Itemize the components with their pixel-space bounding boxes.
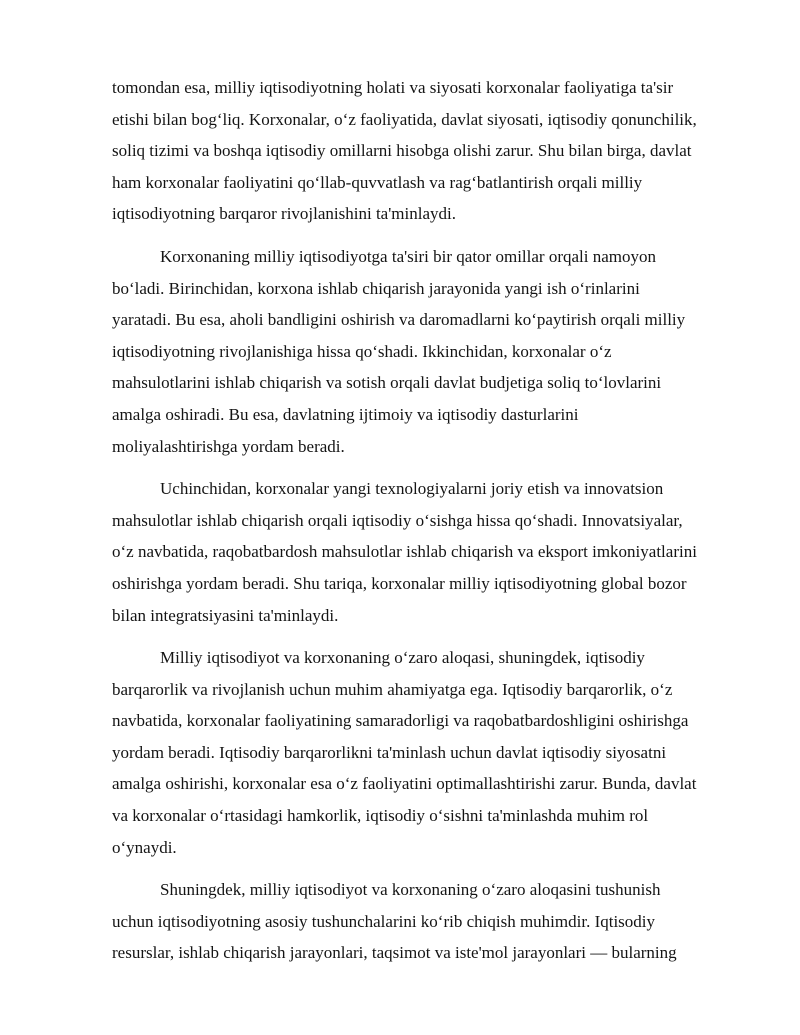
text-line: ham korxonalar faoliyatini qo‘llab-quvvatlash va rag‘batlantirish orqali milliy [112,172,643,192]
body-text [112,72,752,980]
text-line: resurslar, ishlab chiqarish jarayonlari, taqsimot va iste'mol jarayonlari — bularning [112,943,677,963]
text-line: o‘ynaydi. [112,837,177,857]
text-line: etishi bilan bog‘liq. Korxonalar, o‘z faoliyatida, davlat siyosati, iqtisodiy qonunchilik, [112,109,697,129]
paragraph-4 [112,642,752,863]
text-line: amalga oshiradi. Bu esa, davlatning ijtimoiy va iqtisodiy dasturlarini [112,404,579,424]
text-line: iqtisodiyotning rivojlanishiga hissa qo‘shadi. Ikkinchidan, korxonalar o‘z [112,341,612,361]
text-line: oshirishga yordam beradi. Shu tariqa, korxonalar milliy iqtisodiyotning global bozor [112,573,687,593]
text-line: uchun iqtisodiyotning asosiy tushunchalarini ko‘rib chiqish muhimdir. Iqtisodiy [112,911,656,931]
text-line: barqarorlik va rivojlanish uchun muhim ahamiyatga ega. Iqtisodiy barqarorlik, o‘z [112,679,673,699]
text-line: o‘z navbatida, raqobatbardosh mahsulotlar ishlab chiqarish va eksport imkoniyatlarini [112,542,697,562]
text-line: bilan integratsiyasini ta'minlaydi. [112,605,339,625]
text-line: iqtisodiyotning barqaror rivojlanishini ta'minlaydi. [112,204,456,224]
text-line: moliyalashtirishga yordam beradi. [112,436,345,456]
paragraph-5 [112,874,752,969]
text-line: bo‘ladi. Birinchidan, korxona ishlab chiqarish jarayonida yangi ish o‘rinlarini [112,278,640,298]
text-line: amalga oshirishi, korxonalar esa o‘z faoliyatini optimallashtirishi zarur. Bunda, davlat [112,774,697,794]
text-line: yaratadi. Bu esa, aholi bandligini oshirish va daromadlarni ko‘paytirish orqali milliy [112,310,686,330]
text-line: navbatida, korxonalar faoliyatining samaradorligi va raqobatbardoshligini oshirishga [112,711,689,731]
text-line: Milliy iqtisodiyot va korxonaning o‘zaro aloqasi, shuningdek, iqtisodiy [160,648,645,668]
text-line: tomondan esa, milliy iqtisodiyotning holati va siyosati korxonalar faoliyatiga ta'sir [112,78,674,97]
text-line: mahsulotlarini ishlab chiqarish va sotish orqali davlat budjetiga soliq to‘lovlarini [112,373,662,393]
text-line: Shuningdek, milliy iqtisodiyot va korxonaning o‘zaro aloqasini tushunish [160,880,661,900]
text-line: mahsulotlar ishlab chiqarish orqali iqtisodiy o‘sishga hissa qo‘shadi. Innovatsiyalar, [112,510,683,530]
paragraph-2 [112,241,752,462]
text-line: Uchinchidan, korxonalar yangi texnologiyalarni joriy etish va innovatsion [160,479,664,499]
text-line: Korxonaning milliy iqtisodiyotga ta'siri bir qator omillar orqali namoyon [160,246,656,266]
paragraph-3 [112,473,752,631]
text-line: soliq tizimi va boshqa iqtisodiy omillarni hisobga olishi zarur. Shu bilan birga, davlat [112,141,692,161]
text-line: yordam beradi. Iqtisodiy barqarorlikni ta'minlash uchun davlat iqtisodiy siyosatni [112,742,667,762]
text-line: va korxonalar o‘rtasidagi hamkorlik, iqtisodiy o‘sishni ta'minlashda muhim rol [112,806,649,826]
paragraph-1 [112,72,752,230]
